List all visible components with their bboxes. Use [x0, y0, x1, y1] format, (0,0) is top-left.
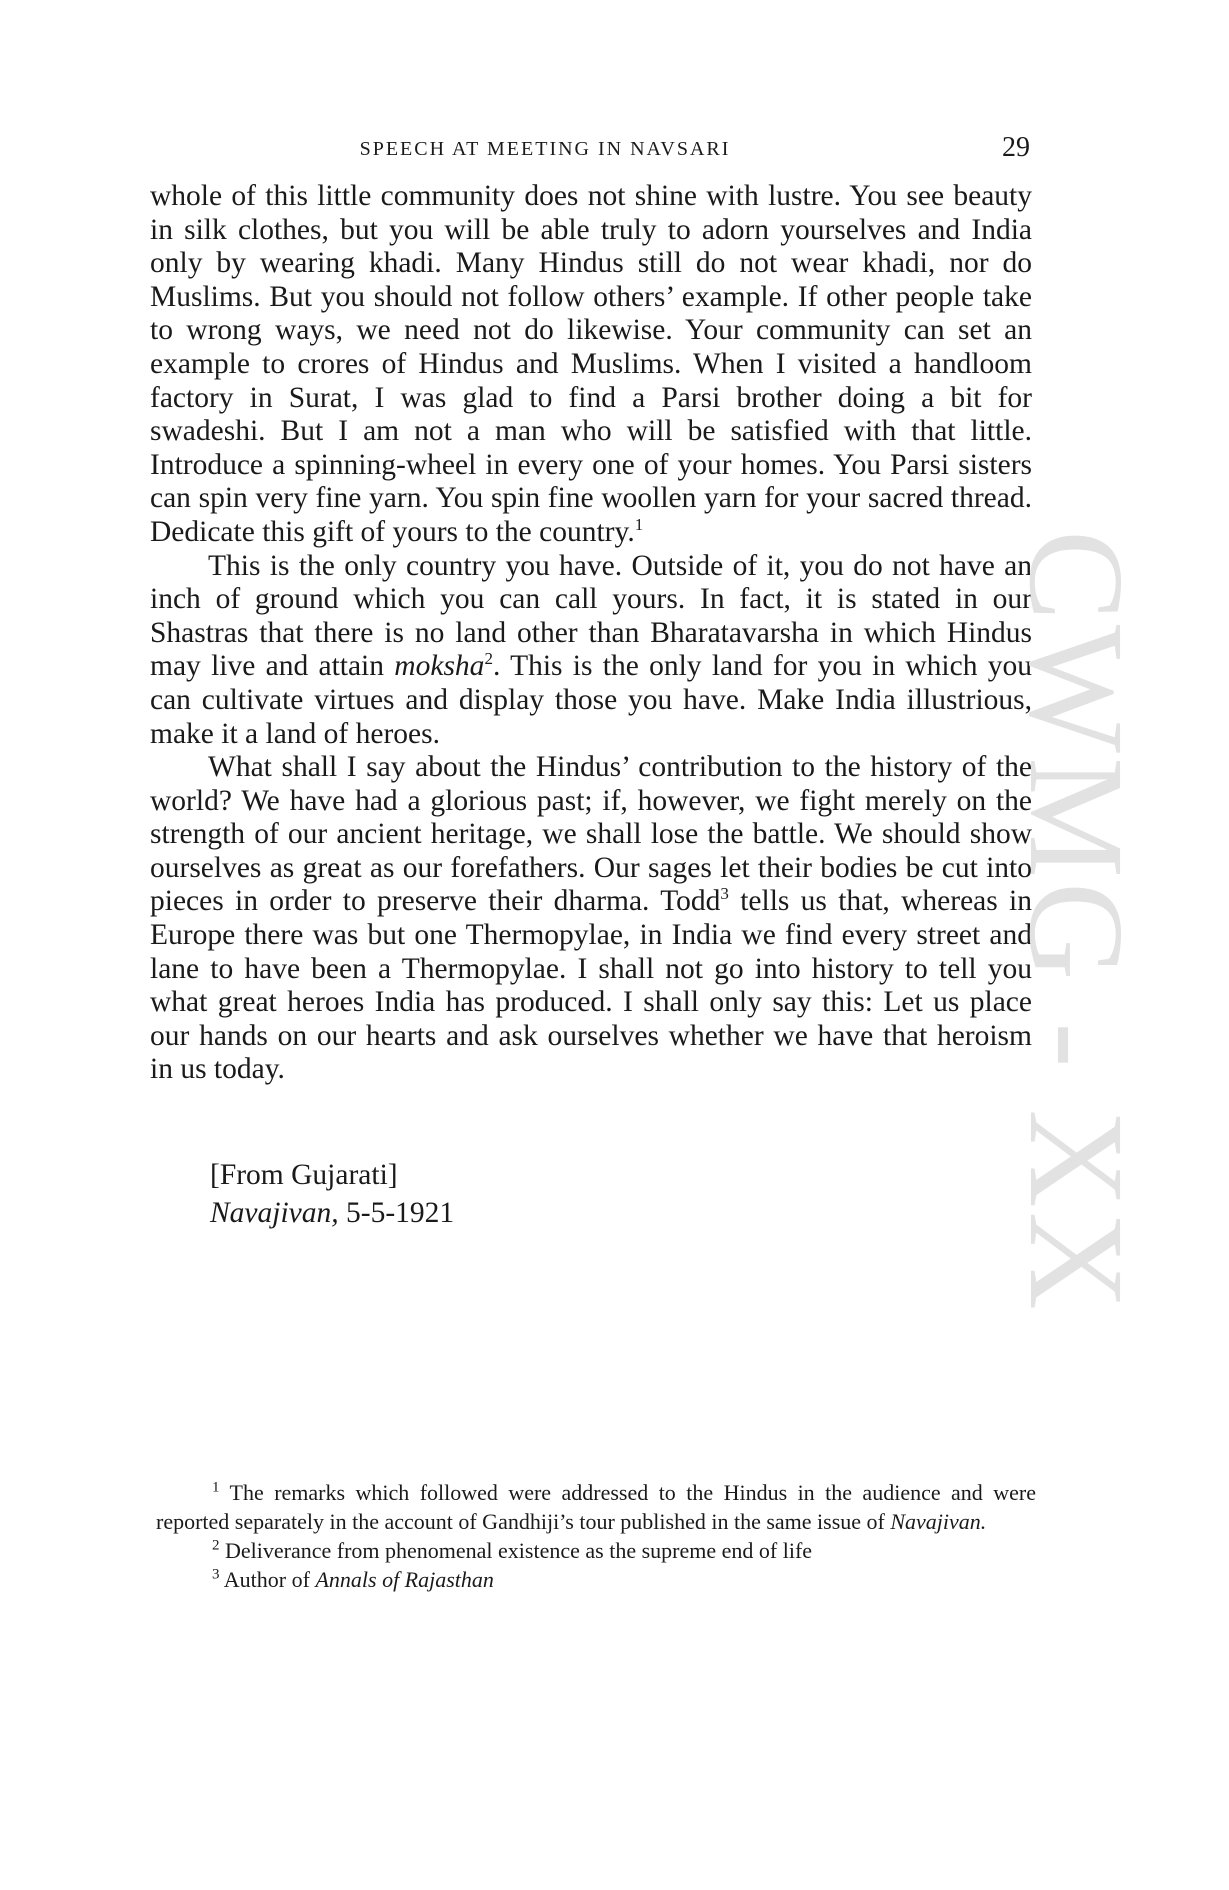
footnote-2-text: Deliverance from phenomenal existence as the supreme end of life [225, 1538, 813, 1563]
source-publication-line [210, 1194, 454, 1232]
footnote-3-text: Author of [223, 1567, 316, 1592]
paragraph-2 [150, 550, 1032, 752]
footnote-3-italic: Annals of Rajasthan [315, 1567, 494, 1592]
paragraph-3-text-a: What shall I say about the Hindus’ contribution to the history of the world? We have had a glorious past; if, however, we fight merely on the strength of our ancient heritage, we shall lose the battle. We should show ourselves as great as our forefathers. Our sages let their bodies be cut into pieces in order to preserve their dharma. Todd [150, 751, 1032, 918]
source-publication: Navajivan, [210, 1197, 339, 1229]
paragraph-2-text-a: This is the only country you have. Outside of it, you do not have an inch of ground which you can call yours. In fact, it is stated in our Shastras that there is no land other than Bharatavarsha in which Hindus may live and attain [150, 549, 1032, 683]
running-head [150, 132, 1030, 172]
paragraph-3 [150, 751, 1032, 1087]
page-number: 29 [1002, 132, 1030, 163]
source-citation [210, 1156, 454, 1232]
footnote-1 [156, 1478, 1036, 1536]
footnote-3-mark: 3 [212, 1566, 220, 1583]
paragraph-2-italic: moksha [394, 650, 485, 683]
footnotes [156, 1478, 1036, 1594]
paragraph-1 [150, 180, 1032, 550]
watermark: CWMG - XX [1001, 530, 1151, 1314]
footnote-ref-2: 2 [484, 649, 493, 669]
source-date: 5-5-1921 [346, 1197, 455, 1229]
footnote-3 [156, 1565, 1036, 1594]
paragraph-1-text: whole of this little community does not shine with lustre. You see beauty in silk clothes, but you will be able truly to adorn yourselves and India only by wearing khadi. Many Hindus still do not wear khadi, nor do Muslims. But you should not follow others’ example. If other people take to wrong ways, we need not do likewise. Your community can set an example to crores of Hindus and Muslims. When I visited a handloom factory in Surat, I was glad to find a Parsi brother doing a bit for swadeshi. But I am not a man who will be satisfied with that little. Introduce a spinning-wheel in every one of your homes. You Parsi sisters can spin very fine yarn. You spin fine woollen yarn for your sacred thread. Dedicate this gift of yours to the country. [150, 180, 1032, 548]
running-title: SPEECH AT MEETING IN NAVSARI [359, 138, 731, 160]
footnote-2-mark: 2 [212, 1537, 220, 1554]
paragraph-3-text-b: tells us that, whereas in Europe there was but one Thermopylae, in India we find every street and lane to have been a Thermopylae. I shall not go into history to tell you what great heroes India has produced. I shall only say this: Let us place our hands on our hearts and ask ourselves whether we have that heroism in us today. [150, 885, 1032, 1086]
footnote-2 [156, 1536, 1036, 1565]
footnote-ref-1: 1 [634, 515, 644, 535]
footnote-1-text: The remarks which followed were addressed to the Hindus in the audience and were reported separately in the account of Gandhiji’s tour published in the same issue of [156, 1480, 1036, 1534]
body-text [150, 180, 1032, 1087]
footnote-1-mark: 1 [212, 1479, 220, 1496]
paragraph-2-text-b: . This is the only land for you in which you can cultivate virtues and display those you have. Make India illustrious, make it a land of heroes. [150, 650, 1032, 750]
source-language: [From Gujarati] [210, 1159, 398, 1191]
footnote-1-italic: Navajivan. [890, 1509, 987, 1534]
footnote-ref-3: 3 [720, 884, 729, 904]
